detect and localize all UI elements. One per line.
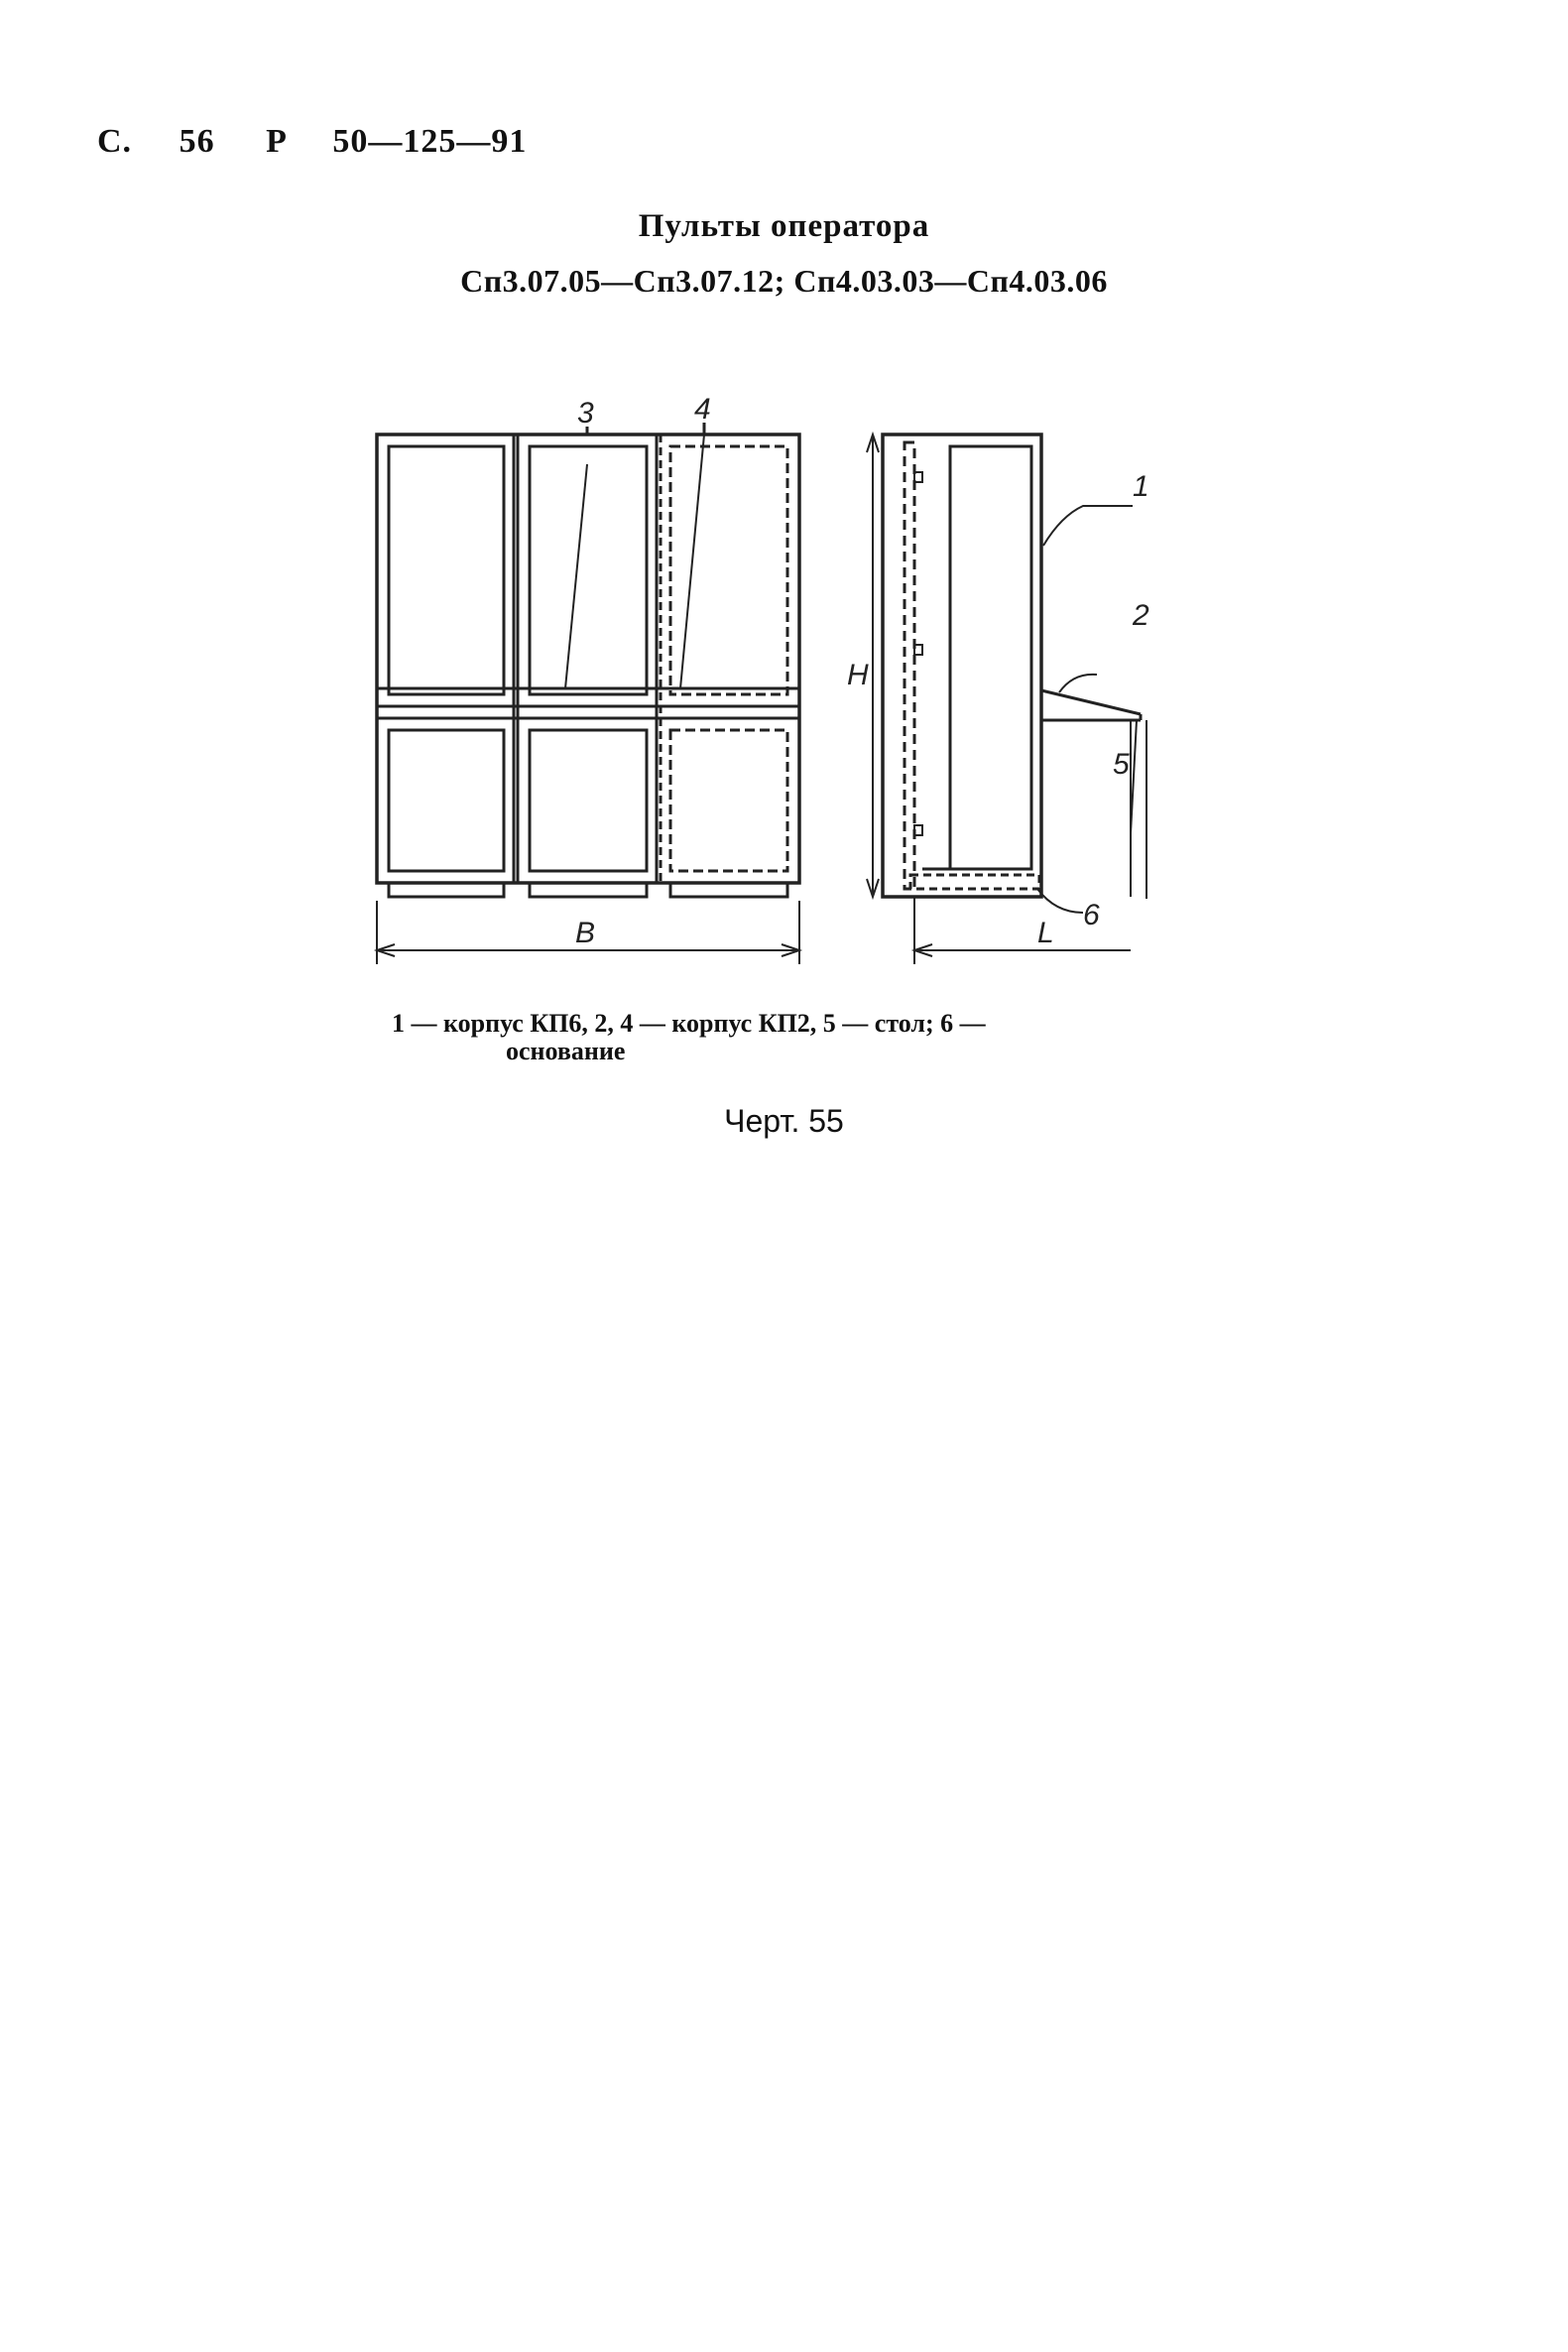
- header-doc-number: 50—125—91: [332, 123, 528, 160]
- label-part-2: 2: [1133, 599, 1149, 632]
- label-part-1: 1: [1133, 470, 1149, 503]
- label-part-3: 3: [577, 397, 594, 430]
- page-subtitle: Сп3.07.05—Сп3.07.12; Сп4.03.03—Сп4.03.06: [460, 263, 1108, 299]
- title-block: [0, 208, 1568, 300]
- dimension-h-label: H: [847, 659, 869, 691]
- figure-caption: Черт. 55: [724, 1103, 844, 1139]
- header-page-number: 56: [179, 123, 215, 160]
- header-c-label: С.: [97, 123, 133, 160]
- label-part-6: 6: [1083, 899, 1100, 931]
- dimension-b-label: B: [575, 917, 596, 949]
- technical-drawing: [367, 357, 1160, 972]
- page-title: Пульты оператора: [638, 208, 930, 244]
- label-part-5: 5: [1113, 748, 1130, 781]
- side-view: [867, 434, 1146, 964]
- header-r-label: Р: [266, 123, 288, 160]
- legend-line-1: 1 — корпус КП6, 2, 4 — корпус КП2, 5 — стол; 6 —: [392, 1009, 986, 1038]
- front-view: [377, 423, 799, 964]
- legend-line-2: основание: [506, 1037, 626, 1065]
- legend: [392, 1010, 1185, 1065]
- dimension-l-label: L: [1037, 917, 1054, 949]
- label-part-4: 4: [694, 393, 711, 426]
- page-header: [97, 123, 527, 161]
